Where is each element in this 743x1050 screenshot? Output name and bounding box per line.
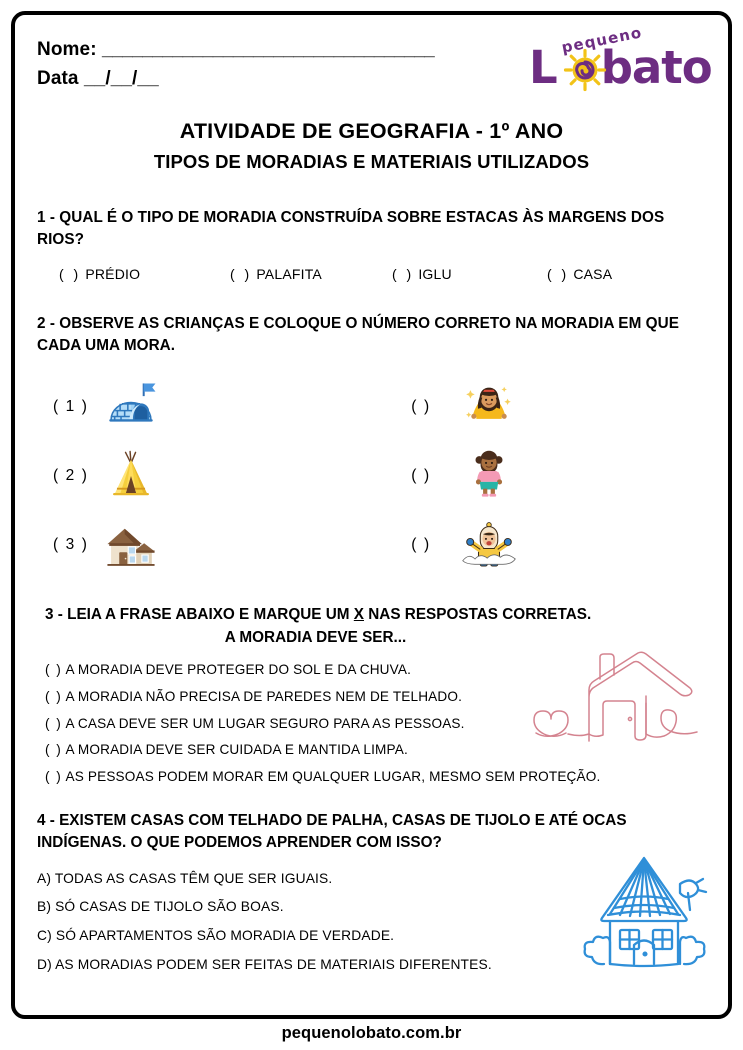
student-info-block: [37, 29, 434, 94]
indigenous-girl-icon: [457, 375, 521, 439]
footer-site-url[interactable]: pequenolobato.com.br: [281, 1024, 462, 1042]
footer: [0, 1024, 743, 1043]
q4-option-a[interactable]: A) TODAS AS CASAS TÊM QUE SER IGUAIS.: [37, 870, 333, 886]
worksheet-page-border: [11, 11, 732, 1019]
q3-label-3: A CASA DEVE SER UM LUGAR SEGURO PARA AS PESSOAS.: [65, 715, 465, 731]
q1-label-predio: PRÉDIO: [85, 266, 141, 283]
q2-child-row-indigenous-girl: [395, 373, 706, 442]
q4-option-c[interactable]: C) SÓ APARTAMENTOS SÃO MORADIA DE VERDADE.: [37, 928, 395, 944]
question-3-body: [45, 657, 706, 790]
question-4: [37, 810, 706, 980]
q3-label-5: AS PESSOAS PODEM MORAR EM QUALQUER LUGAR, MESMO SEM PROTEÇÃO.: [65, 768, 601, 784]
date-field-row: [37, 64, 434, 93]
name-input-rule[interactable]: _________________________________: [102, 39, 435, 60]
blue-sketch-house-icon: [574, 852, 714, 974]
q1-label-casa: CASA: [573, 266, 613, 283]
q1-option-palafita[interactable]: [230, 266, 392, 282]
q3-prompt-part1: 3 - LEIA A FRASE ABAIXO E MARQUE UM: [45, 605, 354, 623]
pequeno-lobato-logo: [527, 23, 712, 101]
name-field-row: [37, 35, 434, 64]
q2-child-row-child-snow: [395, 511, 706, 580]
question-3-prompt: [45, 606, 706, 624]
question-3-subtitle: A MORADIA DEVE SER...: [224, 628, 407, 646]
child-in-snow-icon: [457, 513, 521, 577]
name-label: Nome:: [37, 39, 97, 60]
page-subtitle: TIPOS DE MORADIAS E MATERIAIS UTILIZADOS: [153, 151, 590, 172]
q3-checkbox-5[interactable]: ( ): [45, 768, 63, 784]
question-2-matching: [37, 373, 706, 580]
question-4-prompt: 4 - EXISTEM CASAS COM TELHADO DE PALHA, CASAS DE TIJOLO E ATÉ OCAS INDÍGENAS. O QUE PODEMOS APRENDER COM ISSO?: [37, 811, 627, 852]
q2-answer-box-child-snow[interactable]: ( ): [411, 536, 431, 554]
q2-dwelling-row-house: [37, 511, 371, 580]
q3-checkbox-1[interactable]: ( ): [45, 662, 63, 678]
q3-checkbox-2[interactable]: ( ): [45, 688, 63, 704]
page-title: ATIVIDADE DE GEOGRAFIA - 1º ANO: [179, 119, 564, 143]
q1-option-casa[interactable]: [547, 266, 612, 282]
q1-label-iglu: IGLU: [418, 266, 452, 283]
q3-prompt-x: X: [353, 605, 364, 623]
igloo-icon: [99, 375, 163, 439]
logo-word-bato: bato: [600, 41, 712, 94]
q1-option-predio[interactable]: [59, 266, 230, 282]
q1-checkbox-casa[interactable]: ( ): [547, 266, 570, 283]
question-1-options: [37, 266, 706, 282]
question-1-prompt: 1 - QUAL É O TIPO DE MORADIA CONSTRUÍDA SOBRE ESTACAS ÀS MARGENS DOS RIOS?: [37, 209, 665, 248]
logo-tagline: pequeno: [560, 23, 644, 57]
q4-option-d[interactable]: D) AS MORADIAS PODEM SER FEITAS DE MATERIAIS DIFERENTES.: [37, 957, 492, 973]
header: [37, 23, 712, 101]
q4-option-b[interactable]: B) SÓ CASAS DE TIJOLO SÃO BOAS.: [37, 899, 284, 915]
q2-number-igloo: ( 1 ): [53, 398, 89, 416]
q3-label-4: A MORADIA DEVE SER CUIDADA E MANTIDA LIMPA.: [65, 742, 408, 758]
q1-label-palafita: PALAFITA: [256, 266, 322, 283]
house-icon: [99, 513, 163, 577]
question-3: [37, 606, 706, 790]
q3-label-2: A MORADIA NÃO PRECISA DE PAREDES NEM DE TELHADO.: [65, 688, 463, 704]
q3-checkbox-3[interactable]: ( ): [45, 715, 63, 731]
q1-checkbox-iglu[interactable]: ( ): [392, 266, 415, 283]
q3-label-1: A MORADIA DEVE PROTEGER DO SOL E DA CHUVA.: [65, 662, 411, 678]
q3-checkbox-4[interactable]: ( ): [45, 742, 63, 758]
q2-child-row-girl-pink: [395, 442, 706, 511]
q2-number-teepee: ( 2 ): [53, 467, 89, 485]
logo-wordmark: [529, 41, 712, 94]
teepee-icon: [99, 444, 163, 508]
girl-pink-shirt-icon: [457, 444, 521, 508]
q1-option-iglu[interactable]: [392, 266, 547, 282]
q2-number-house: ( 3 ): [53, 536, 89, 554]
worksheet-content: [15, 15, 728, 1015]
q2-answer-box-girl-pink[interactable]: ( ): [411, 467, 431, 485]
q2-answer-box-indigenous-girl[interactable]: ( ): [411, 398, 431, 416]
house-heart-line-art-icon: [532, 641, 710, 753]
q3-option-5[interactable]: [45, 763, 706, 790]
question-2-prompt: 2 - OBSERVE AS CRIANÇAS E COLOQUE O NÚMERO CORRETO NA MORADIA EM QUE CADA UMA MORA.: [37, 315, 679, 355]
question-4-options: [37, 864, 706, 979]
q2-dwelling-row-teepee: [37, 442, 371, 511]
logo-letter-l: L: [529, 41, 557, 94]
q2-dwellings-column: [37, 373, 371, 580]
q1-checkbox-palafita[interactable]: ( ): [230, 266, 253, 283]
q2-children-column: [371, 373, 706, 580]
date-input-rule[interactable]: __/__/__: [83, 68, 159, 90]
q1-checkbox-predio[interactable]: ( ): [59, 266, 82, 283]
q3-prompt-part2: NAS RESPOSTAS CORRETAS.: [364, 605, 592, 623]
q2-dwelling-row-igloo: [37, 373, 371, 442]
date-label: Data: [37, 68, 79, 90]
sun-icon: [563, 48, 607, 92]
